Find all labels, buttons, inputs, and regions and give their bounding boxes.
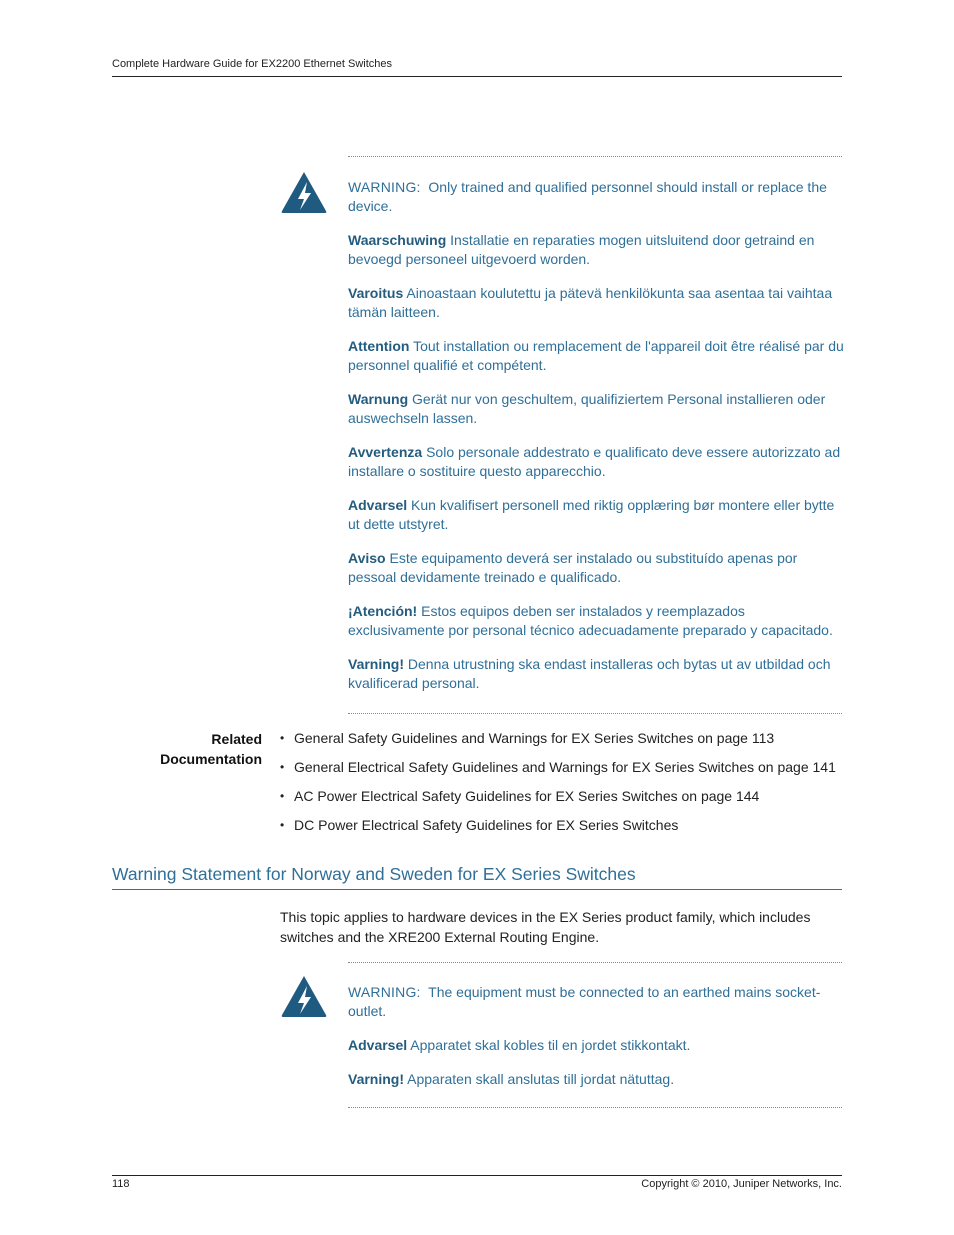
translation-text: Solo personale addestrato e qualificato deve essere autorizzato ad installare o sostituire questo apparecchio. <box>348 444 841 479</box>
related-documentation-label <box>112 729 262 769</box>
related-documentation-list <box>280 729 850 845</box>
translation-portuguese <box>348 549 844 587</box>
translation-text: Estos equipos deben ser instalados y reemplazados exclusivamente por personal técnico adecuadamente preparado y capacitado. <box>348 603 833 638</box>
translation-french <box>348 337 844 375</box>
page-number: 118 <box>112 1178 130 1190</box>
warning-2-text <box>348 983 844 1104</box>
running-header: Complete Hardware Guide for EX2200 Ethernet Switches <box>112 58 393 70</box>
translation-text: Denna utrustning ska endast installeras och bytas ut av utbildad och kvalificerad personal. <box>348 656 831 691</box>
related-link[interactable]: • AC Power Electrical Safety Guidelines for EX Series Switches on page 144 <box>280 787 850 816</box>
translation-label: Aviso <box>348 550 386 566</box>
translation-german <box>348 390 844 428</box>
related-label-line1: Related <box>211 731 262 747</box>
translation-norwegian <box>348 1036 844 1055</box>
warning-top-divider <box>348 156 842 157</box>
translation-text: Este equipamento deverá ser instalado ou substituído apenas por pessoal devidamente treinado e qualificado. <box>348 550 798 585</box>
translation-label: Varoitus <box>348 285 404 301</box>
warning-label: WARNING: <box>348 984 421 1000</box>
translation-label: Warnung <box>348 391 409 407</box>
translation-text: Ainoastaan koulutettu ja pätevä henkilökunta saa asentaa tai vaihtaa tämän laitteen. <box>348 285 833 320</box>
translation-text: Installatie en reparaties mogen uitsluitend door getraind en bevoegd personeel uitgevoerd worden. <box>348 232 815 267</box>
related-link[interactable]: • DC Power Electrical Safety Guidelines for EX Series Switches <box>280 816 850 845</box>
translation-finnish <box>348 284 844 322</box>
translation-label: Advarsel <box>348 497 408 513</box>
warning-lightning-icon <box>280 974 328 1018</box>
translation-swedish <box>348 1070 844 1089</box>
warning-lead-text: Only trained and qualified personnel should install or replace the device. <box>348 179 827 214</box>
warning-top-divider <box>348 962 842 963</box>
warning-2-lead <box>348 983 844 1021</box>
translation-label: Varning! <box>348 656 405 672</box>
translation-label: ¡Atención! <box>348 603 418 619</box>
section-title: Warning Statement for Norway and Sweden for EX Series Switches <box>112 864 842 890</box>
translation-swedish <box>348 655 844 693</box>
translation-text: Kun kvalifisert personell med riktig opplæring bør montere eller bytte ut dette utstyret. <box>348 497 835 532</box>
translation-text: Apparatet skal kobles til en jordet stikkontakt. <box>410 1037 691 1053</box>
translation-spanish <box>348 602 844 640</box>
warning-1-lead <box>348 178 844 216</box>
header-divider <box>112 76 842 77</box>
warning-bottom-divider <box>348 713 842 714</box>
translation-label: Varning! <box>348 1071 405 1087</box>
translation-dutch <box>348 231 844 269</box>
translation-label: Attention <box>348 338 410 354</box>
related-link[interactable]: • General Safety Guidelines and Warnings for EX Series Switches on page 113 <box>280 729 850 758</box>
translation-label: Avvertenza <box>348 444 423 460</box>
translation-label: Waarschuwing <box>348 232 447 248</box>
translation-text: Apparaten skall anslutas till jordat nätuttag. <box>407 1071 675 1087</box>
related-label-line2: Documentation <box>160 751 262 767</box>
warning-1-text <box>348 178 844 708</box>
warning-label: WARNING: <box>348 179 421 195</box>
section-intro: This topic applies to hardware devices in the EX Series product family, which includes switches and the XRE200 External Routing Engine. <box>280 909 811 945</box>
warning-bottom-divider <box>348 1107 842 1108</box>
translation-norwegian <box>348 496 844 534</box>
translation-label: Advarsel <box>348 1037 408 1053</box>
translation-text: Tout installation ou remplacement de l'appareil doit être réalisé par du personnel qualifié et compétent. <box>348 338 844 373</box>
copyright: Copyright © 2010, Juniper Networks, Inc. <box>641 1178 842 1190</box>
warning-lightning-icon <box>280 170 328 214</box>
footer-divider <box>112 1175 842 1176</box>
related-link[interactable]: • General Electrical Safety Guidelines and Warnings for EX Series Switches on page 141 <box>280 758 850 787</box>
translation-text: Gerät nur von geschultem, qualifiziertem Personal installieren oder auswechseln lassen. <box>348 391 826 426</box>
translation-italian <box>348 443 844 481</box>
warning-lead-text: The equipment must be connected to an earthed mains socket-outlet. <box>348 984 821 1019</box>
